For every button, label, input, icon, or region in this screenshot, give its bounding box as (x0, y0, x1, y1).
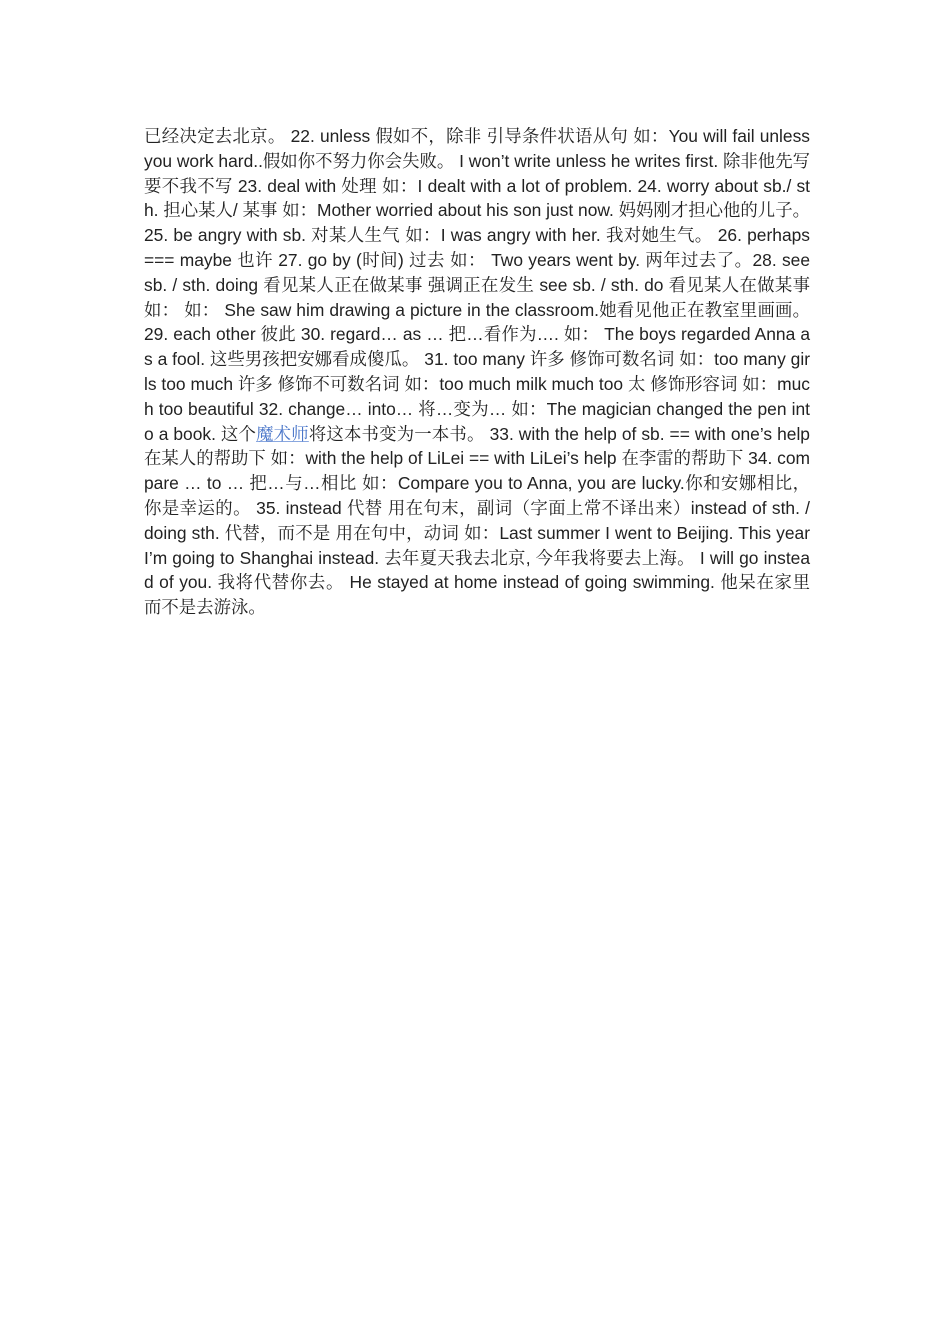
body-paragraph (144, 124, 810, 620)
body-text-before-link: 已经决定去北京。 22. unless 假如不，除非 引导条件状语从句 如：You will fail unless you work hard..假如你不努力你会失败。 I won’t write unless he writes first. 除非他先写要不我不写 23. deal with 处理 如：I dealt with a lot of problem. 24. worry about sb./ sth. 担心某人/ 某事 如：Mother worried about his son just now. 妈妈刚才担心他的儿子。 25. be angry with sb. 对某人生气 如：I was angry with her. 我对她生气。 26. perhaps === maybe 也许 27. go by (时间) 过去 如： Two years went by. 两年过去了。28. see sb. / sth. doing 看见某人正在做某事 强调正在发生 see sb. / sth. do 看见某人在做某事 如： 如： She saw him drawing a picture in the classroom.她看见他正在教室里画画。 29. each other 彼此 30. regard… as … 把…看作为…. 如： The boys regarded Anna as a fool. 这些男孩把安娜看成傻瓜。 31. too many 许多 修饰可数名词 如：too many girls too much 许多 修饰不可数名词 如：too much milk much too 太 修饰形容词 如：much too beautiful 32. change… into… 将…变为… 如：The magician changed the pen into a book. 这个 (144, 126, 810, 444)
body-text-after-link: 将这本书变为一本书。 33. with the help of sb. == with one’s help 在某人的帮助下 如：with the help of LiLei == with LiLei’s help 在李雷的帮助下 34. compare … to … 把…与…相比 如：Compare you to Anna, you are lucky.你和安娜相比，你是幸运的。 35. instead 代替 用在句末，副词（字面上常不译出来）instead of sth. / doing sth. 代替，而不是 用在句中，动词 如：Last summer I went to Beijing. This year I’m going to Shanghai instead. 去年夏天我去北京, 今年我将要去上海。 I will go instead of you. 我将代替你去。 He stayed at home instead of going swimming. 他呆在家里而不是去游泳。 (144, 423, 810, 618)
document-body (144, 124, 810, 620)
magician-link[interactable]: 魔术师 (256, 423, 309, 444)
